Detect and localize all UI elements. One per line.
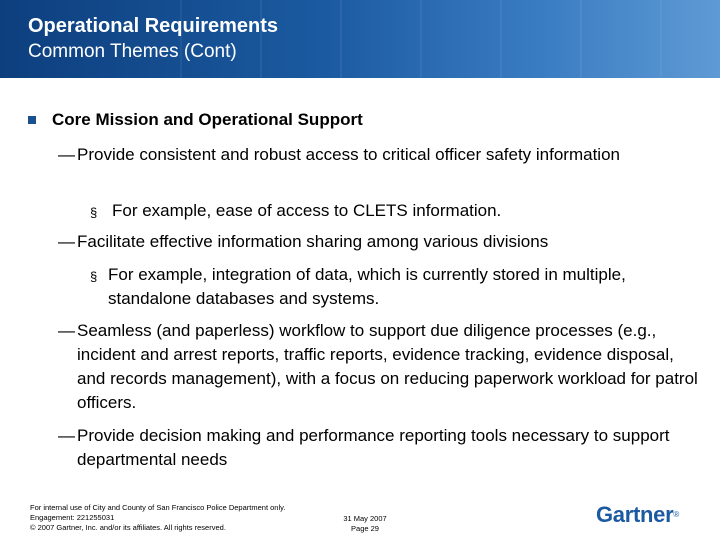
- list-item: [58, 424, 698, 472]
- list-item: [58, 319, 698, 415]
- list-item: [58, 143, 698, 167]
- footer-notice: [30, 503, 285, 533]
- slide-subtitle: Common Themes (Cont): [28, 41, 237, 62]
- footer-date: 31 May 2007: [343, 514, 387, 523]
- gartner-logo: [596, 502, 679, 528]
- list-item-text: Facilitate effective information sharing among various divisions: [77, 232, 549, 251]
- footer-copyright: © 2007 Gartner, Inc. and/or its affiliates. All rights reserved.: [30, 523, 226, 532]
- logo-wordmark: Gartner: [596, 502, 674, 527]
- section-bullet-icon: §: [90, 205, 98, 220]
- section-bullet-icon: §: [90, 269, 98, 284]
- dash-marker: —: [58, 232, 75, 251]
- slide-title: Operational Requirements: [28, 15, 279, 37]
- registered-mark-icon: ®: [673, 510, 679, 519]
- list-item-text: Provide consistent and robust access to critical officer safety information: [77, 145, 620, 164]
- square-bullet-icon: [28, 116, 36, 124]
- sub-item-text: For example, integration of data, which is currently stored in multiple, standalone databases and systems.: [108, 265, 626, 308]
- list-item: [58, 230, 698, 254]
- sub-item-text: For example, ease of access to CLETS information.: [112, 201, 502, 220]
- sub-list-item: [90, 199, 690, 223]
- footer-date-block: [330, 514, 400, 534]
- dash-marker: —: [58, 145, 75, 164]
- list-item-text: Seamless (and paperless) workflow to support due diligence processes (e.g., incident and arrest reports, traffic reports, evidence tracking, evidence disposal, and records management), with a focus on reducing paperwork workload for patrol officers.: [77, 321, 698, 412]
- footer-engagement: Engagement: 221255031: [30, 513, 115, 522]
- dash-marker: —: [58, 426, 75, 445]
- title-banner: [0, 0, 720, 78]
- footer-usage-note: For internal use of City and County of San Francisco Police Department only.: [30, 503, 286, 512]
- dash-marker: —: [58, 321, 75, 340]
- main-heading: Core Mission and Operational Support: [52, 110, 363, 129]
- sub-list-item: [90, 263, 690, 311]
- page-number: Page 29: [351, 524, 379, 533]
- list-item-text: Provide decision making and performance reporting tools necessary to support departmental needs: [77, 426, 670, 469]
